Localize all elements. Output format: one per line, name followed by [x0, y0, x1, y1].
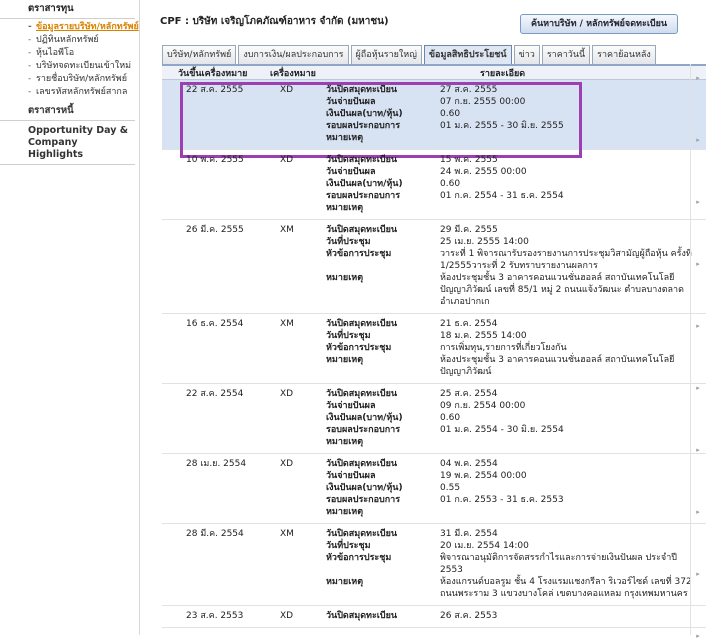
- detail-value: ห้องแกรนด์บอลรูม ชั้น 4 โรงแรมแชงกรีลา ริเวอร์ไซด์ เลขที่ 372 ถนนพระราม 3 แขวงบางโคล่ เขตบางคอแหลม กรุงเทพมหานคร: [440, 577, 692, 599]
- detail-label: วันจ่ายปันผล: [326, 471, 376, 481]
- table-row[interactable]: [162, 524, 706, 606]
- detail-row: [326, 342, 706, 354]
- detail-label: วันปิดสมุดทะเบียน: [326, 459, 398, 469]
- row-arrow-icon: ▸: [696, 446, 700, 454]
- detail-row: [326, 400, 706, 412]
- detail-value: 27 ส.ค. 2555: [440, 85, 498, 95]
- detail-value: 09 ก.ย. 2554 00:00: [440, 401, 526, 411]
- detail-label: เงินปันผล(บาท/หุ้น): [326, 179, 403, 189]
- sidebar-section-equity: ตราสารทุน: [0, 0, 135, 19]
- detail-row: [326, 424, 706, 436]
- header-details: รายละเอียด: [480, 69, 526, 79]
- table-row[interactable]: [162, 80, 706, 150]
- detail-value: [440, 202, 706, 214]
- record-date: 23 ส.ค. 2553: [186, 611, 244, 621]
- detail-value: [440, 506, 706, 518]
- detail-value: [440, 132, 706, 144]
- detail-row: [326, 154, 706, 166]
- sidebar-item[interactable]: - รายชื่อบริษัท/หลักทรัพย์: [28, 73, 139, 85]
- detail-value: 26 ส.ค. 2553: [440, 611, 498, 621]
- record-code: XM: [280, 319, 294, 329]
- record-details: [326, 388, 706, 448]
- table-row[interactable]: [162, 384, 706, 454]
- detail-label: หัวข้อการประชุม: [326, 249, 392, 259]
- sidebar-item[interactable]: - ข้อมูลรายบริษัท/หลักทรัพย์: [28, 21, 139, 33]
- header-code: เครื่องหมาย: [270, 69, 316, 79]
- record-code: XD: [280, 459, 294, 469]
- row-arrow-icon: ▸: [696, 384, 700, 392]
- row-arrow-icon: ▸: [696, 74, 700, 82]
- detail-label: วันที่ประชุม: [326, 237, 371, 247]
- detail-value: 01 ก.ค. 2553 - 31 ธ.ค. 2553: [440, 495, 564, 505]
- search-company-button[interactable]: ค้นหาบริษัท / หลักทรัพย์จดทะเบียน: [520, 14, 678, 34]
- detail-value: 29 มี.ค. 2555: [440, 225, 498, 235]
- record-code: XD: [280, 85, 294, 95]
- detail-row: [326, 248, 706, 272]
- detail-label: หัวข้อการประชุม: [326, 553, 392, 563]
- record-code: XD: [280, 155, 294, 165]
- tab[interactable]: บริษัท/หลักทรัพย์: [162, 45, 236, 64]
- record-details: [326, 84, 706, 144]
- row-arrow-icon: ▸: [696, 322, 700, 330]
- detail-label: หมายเหตุ: [326, 273, 364, 283]
- detail-row: [326, 458, 706, 470]
- detail-value: 01 ม.ค. 2555 - 30 มิ.ย. 2555: [440, 121, 564, 131]
- detail-value: 0.55: [440, 483, 461, 493]
- detail-label: หมายเหตุ: [326, 355, 364, 365]
- detail-label: รอบผลประกอบการ: [326, 425, 401, 435]
- detail-row: [326, 610, 706, 622]
- detail-value: 0.60: [440, 109, 461, 119]
- detail-row: [326, 330, 706, 342]
- tab[interactable]: ข่าว: [514, 45, 540, 64]
- record-date: 28 มี.ค. 2554: [186, 529, 244, 539]
- record-date: 22 ส.ค. 2554: [186, 389, 244, 399]
- table-row[interactable]: [162, 606, 706, 628]
- sidebar-item[interactable]: - บริษัทจดทะเบียนเข้าใหม่: [28, 60, 139, 72]
- detail-label: หมายเหตุ: [326, 133, 364, 143]
- detail-row: [326, 540, 706, 552]
- record-date: 22 ส.ค. 2555: [186, 85, 244, 95]
- record-date: 26 มี.ค. 2555: [186, 225, 244, 235]
- record-details: [326, 528, 706, 600]
- record-details: [326, 154, 706, 214]
- record-date: 16 ธ.ค. 2554: [186, 319, 244, 329]
- detail-label: วันปิดสมุดทะเบียน: [326, 85, 398, 95]
- sidebar-list: [0, 19, 139, 101]
- row-arrow-icon: ▸: [696, 570, 700, 578]
- detail-value: 0.60: [440, 179, 461, 189]
- tab[interactable]: ราคาย้อนหลัง: [592, 45, 656, 64]
- detail-row: [326, 506, 706, 518]
- record-details: [326, 458, 706, 518]
- detail-value: 04 พ.ค. 2554: [440, 459, 498, 469]
- header-date: วันขึ้นเครื่องหมาย: [178, 69, 248, 79]
- table-row[interactable]: [162, 454, 706, 524]
- detail-label: วันจ่ายปันผล: [326, 167, 376, 177]
- table-row[interactable]: [162, 314, 706, 384]
- detail-label: วันจ่ายปันผล: [326, 401, 376, 411]
- record-details: [326, 224, 706, 308]
- detail-row: [326, 528, 706, 540]
- detail-row: [326, 482, 706, 494]
- record-code: XD: [280, 389, 294, 399]
- detail-row: [326, 202, 706, 214]
- record-details: [326, 318, 706, 378]
- detail-value: 20 เม.ย. 2554 14:00: [440, 541, 529, 551]
- detail-value: 19 พ.ค. 2554 00:00: [440, 471, 527, 481]
- detail-row: [326, 132, 706, 144]
- detail-value: 18 ม.ค. 2555 14:00: [440, 331, 527, 341]
- right-gutter: [690, 64, 706, 640]
- detail-label: วันจ่ายปันผล: [326, 97, 376, 107]
- sidebar-item[interactable]: - เลขรหัสหลักทรัพย์สากล: [28, 86, 139, 98]
- detail-row: [326, 552, 706, 576]
- row-arrow-icon: ▸: [696, 508, 700, 516]
- detail-label: รอบผลประกอบการ: [326, 121, 401, 131]
- record-date: 28 เม.ย. 2554: [186, 459, 247, 469]
- table-header: [162, 66, 706, 80]
- detail-row: [326, 224, 706, 236]
- detail-value: 25 เม.ย. 2555 14:00: [440, 237, 529, 247]
- detail-label: วันปิดสมุดทะเบียน: [326, 529, 398, 539]
- detail-label: วันปิดสมุดทะเบียน: [326, 155, 398, 165]
- detail-label: วันที่ประชุม: [326, 541, 371, 551]
- detail-row: [326, 96, 706, 108]
- row-arrow-icon: ▸: [696, 260, 700, 268]
- detail-row: [326, 494, 706, 506]
- table-row[interactable]: [162, 220, 706, 314]
- detail-row: [326, 354, 706, 378]
- record-date: 10 พ.ค. 2555: [186, 155, 244, 165]
- sidebar-item[interactable]: - หุ้นไอพีโอ: [28, 47, 139, 59]
- detail-label: วันปิดสมุดทะเบียน: [326, 319, 398, 329]
- detail-value: การเพิ่มทุน,รายการที่เกี่ยวโยงกัน: [440, 343, 567, 353]
- tab-bar: [162, 45, 658, 64]
- detail-label: เงินปันผล(บาท/หุ้น): [326, 413, 403, 423]
- sidebar: [0, 0, 140, 635]
- detail-label: หมายเหตุ: [326, 577, 364, 587]
- detail-label: วันปิดสมุดทะเบียน: [326, 225, 398, 235]
- detail-label: วันปิดสมุดทะเบียน: [326, 389, 398, 399]
- detail-value: 0.60: [440, 413, 461, 423]
- table-body: [162, 80, 706, 628]
- record-details: [326, 610, 706, 622]
- detail-row: [326, 436, 706, 448]
- detail-row: [326, 190, 706, 202]
- table-row[interactable]: [162, 150, 706, 220]
- tab[interactable]: ผู้ถือหุ้นรายใหญ่: [351, 45, 422, 64]
- detail-row: [326, 108, 706, 120]
- detail-value: 31 มี.ค. 2554: [440, 529, 498, 539]
- detail-label: วันที่ประชุม: [326, 331, 371, 341]
- detail-row: [326, 412, 706, 424]
- page-title: CPF : บริษัท เจริญโภคภัณฑ์อาหาร จำกัด (มหาชน): [160, 16, 389, 27]
- detail-value: 21 ธ.ค. 2554: [440, 319, 498, 329]
- detail-value: ห้องประชุมชั้น 3 อาคารคอนแวนชั่นฮอลล์ สถาบันเทคโนโลยีปัญญาภิวัฒน์: [440, 355, 675, 377]
- detail-row: [326, 120, 706, 132]
- detail-row: [326, 576, 706, 600]
- detail-row: [326, 236, 706, 248]
- tab[interactable]: ข้อมูลสิทธิประโยชน์: [424, 45, 512, 64]
- detail-label: หมายเหตุ: [326, 437, 364, 447]
- sidebar-section-bond[interactable]: ตราสารหนี้: [0, 101, 135, 121]
- sidebar-item-opportunity-day[interactable]: Opportunity Day & Company Highlights: [0, 121, 135, 165]
- detail-value: 07 ก.ย. 2555 00:00: [440, 97, 526, 107]
- detail-row: [326, 388, 706, 400]
- detail-row: [326, 470, 706, 482]
- detail-label: หัวข้อการประชุม: [326, 343, 392, 353]
- detail-row: [326, 166, 706, 178]
- detail-value: วาระที่ 1 พิจารณารับรองรายงานการประชุมวิสามัญผู้ถือหุ้น ครั้งที่ 1/2555วาระที่ 2 รับทราบรายงานผลการ: [440, 249, 692, 271]
- row-arrow-icon: ▸: [696, 198, 700, 206]
- detail-label: เงินปันผล(บาท/หุ้น): [326, 109, 403, 119]
- detail-row: [326, 178, 706, 190]
- detail-value: พิจารณาอนุมัติการจัดสรรกำไรและการจ่ายเงินปันผล ประจำปี 2553: [440, 553, 677, 575]
- detail-label: วันปิดสมุดทะเบียน: [326, 611, 398, 621]
- benefits-table: [162, 64, 706, 635]
- detail-value: ห้องประชุมชั้น 3 อาคารคอนแวนชั่นฮอลล์ สถาบันเทคโนโลยีปัญญาภิวัฒน์ เลขที่ 85/1 หมู่ 2 ถนนแจ้งวัฒนะ ตำบลบางตลาด อำเภอปากเก: [440, 273, 684, 307]
- detail-label: รอบผลประกอบการ: [326, 191, 401, 201]
- row-arrow-icon: ▸: [696, 632, 700, 640]
- record-code: XM: [280, 225, 294, 235]
- detail-value: 01 ม.ค. 2554 - 30 มิ.ย. 2554: [440, 425, 564, 435]
- detail-row: [326, 84, 706, 96]
- tab[interactable]: ราคาวันนี้: [542, 45, 590, 64]
- detail-row: [326, 318, 706, 330]
- detail-value: 25 ส.ค. 2554: [440, 389, 498, 399]
- record-code: XM: [280, 529, 294, 539]
- detail-value: 24 พ.ค. 2555 00:00: [440, 167, 527, 177]
- detail-row: [326, 272, 706, 308]
- record-code: XD: [280, 611, 294, 621]
- tab[interactable]: งบการเงิน/ผลประกอบการ: [238, 45, 348, 64]
- detail-label: รอบผลประกอบการ: [326, 495, 401, 505]
- detail-label: หมายเหตุ: [326, 507, 364, 517]
- row-arrow-icon: ▸: [696, 136, 700, 144]
- detail-label: หมายเหตุ: [326, 203, 364, 213]
- detail-value: 15 พ.ค. 2555: [440, 155, 498, 165]
- detail-label: เงินปันผล(บาท/หุ้น): [326, 483, 403, 493]
- detail-value: [440, 436, 706, 448]
- detail-value: 01 ก.ค. 2554 - 31 ธ.ค. 2554: [440, 191, 564, 201]
- sidebar-item[interactable]: - ปฏิทินหลักทรัพย์: [28, 34, 139, 46]
